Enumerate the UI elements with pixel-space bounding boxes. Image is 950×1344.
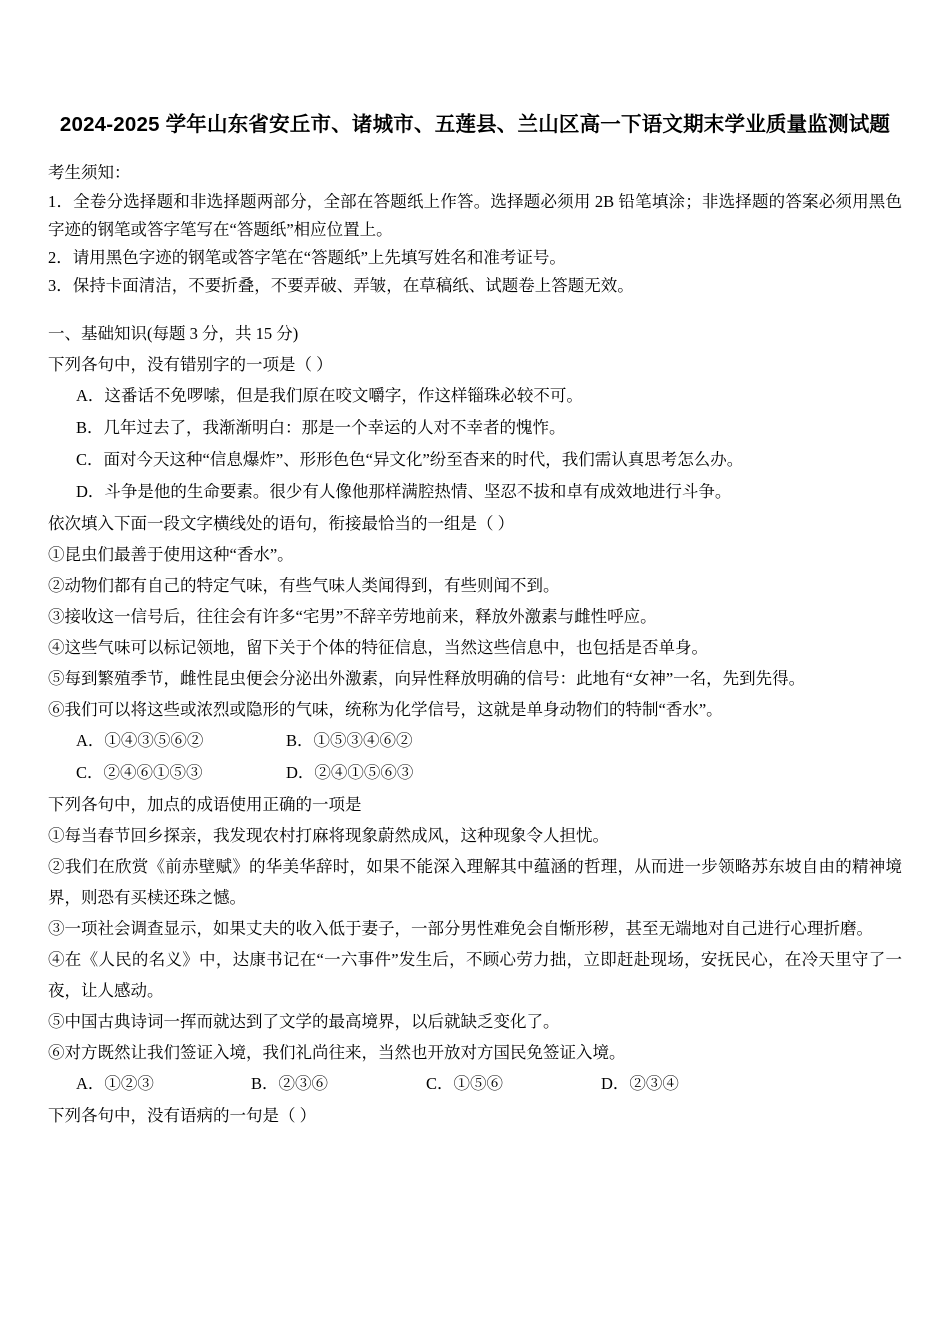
question-2-item: ②动物们都有自己的特定气味，有些气味人类闻得到，有些则闻不到。 [48, 576, 560, 595]
notice-item: 3．保持卡面清洁，不要折叠，不要弄破、弄皱，在草稿纸、试题卷上答题无效。 [48, 276, 634, 295]
question-2-item: ④这些气味可以标记领地，留下关于个体的特征信息，当然这些信息中，也包括是否单身。 [48, 638, 708, 657]
question-3-option-a: A．①②③ [76, 1074, 154, 1093]
question-3-option-c: C．①⑤⑥ [426, 1074, 504, 1093]
question-3-item: ⑤中国古典诗词一挥而就达到了文学的最高境界，以后就缺乏变化了。 [48, 1012, 560, 1031]
page-title: 2024-2025 学年山东省安丘市、诸城市、五莲县、兰山区高一下语文期末学业质量监测试题 [59, 113, 891, 136]
question-3-option-d: D．②③④ [601, 1074, 679, 1093]
notice-heading: 考生须知： [48, 163, 131, 182]
question-3-item: ③一项社会调查显示，如果丈夫的收入低于妻子，一部分男性难免会自惭形秽，甚至无端地对自己进行心理折磨。 [48, 919, 873, 938]
question-3-option-b: B．②③⑥ [251, 1074, 329, 1093]
question-1-option-d: D．斗争是他的生命要素。很少有人像他那样满腔热情、坚忍不拔和卓有成效地进行斗争。 [76, 482, 732, 501]
question-3-stem: 下列各句中，加点的成语使用正确的一项是 [48, 795, 362, 814]
notice-item: 1．全卷分选择题和非选择题两部分，全部在答题纸上作答。选择题必须用 2B 铅笔填涂；非选择题的答案必须用黑色字迹的钢笔或答字笔写在“答题纸”相应位置上。 [48, 192, 902, 239]
question-2-option-d: D．②④①⑤⑥③ [286, 763, 414, 782]
question-2-options-row-1 [48, 725, 902, 757]
question-1-option-c: C．面对今天这种“信息爆炸”、形形色色“异文化”纷至杳来的时代，我们需认真思考怎么办。 [76, 450, 744, 469]
question-2-item: ①昆虫们最善于使用这种“香水”。 [48, 545, 294, 564]
question-2-item: ⑤每到繁殖季节，雌性昆虫便会分泌出外激素，向异性释放明确的信号：此地有“女神”一名，先到先得。 [48, 669, 806, 688]
question-2-option-c: C．②④⑥①⑤③ [76, 763, 203, 782]
question-2-item: ③接收这一信号后，往往会有许多“宅男”不辞辛劳地前来，释放外激素与雌性呼应。 [48, 607, 657, 626]
question-2-options-row-2 [48, 757, 902, 789]
question-3-item: ②我们在欣赏《前赤壁赋》的华美华辞时，如果不能深入理解其中蕴涵的哲理，从而进一步领略苏东坡自由的精神境界，则恐有买椟还珠之憾。 [48, 857, 902, 907]
question-3-item: ④在《人民的名义》中，达康书记在“一六事件”发生后，不顾心劳力拙，立即赶赴现场，安抚民心，在冷天里守了一夜，让人感动。 [48, 950, 902, 1000]
question-1-option-b: B．几年过去了，我渐渐明白：那是一个幸运的人对不幸者的愧怍。 [76, 418, 566, 437]
question-2-option-b: B．①⑤③④⑥② [286, 731, 413, 750]
question-4-stem: 下列各句中，没有语病的一句是（ ） [48, 1106, 317, 1125]
question-2-stem: 依次填入下面一段文字横线处的语句，衔接最恰当的一组是（ ） [48, 514, 515, 533]
question-2-item: ⑥我们可以将这些或浓烈或隐形的气味，统称为化学信号，这就是单身动物们的特制“香水”。 [48, 700, 723, 719]
section-heading: 一、基础知识(每题 3 分，共 15 分) [48, 324, 299, 343]
notice-item: 2．请用黑色字迹的钢笔或答字笔在“答题纸”上先填写姓名和准考证号。 [48, 248, 566, 267]
question-2-option-a: A．①④③⑤⑥② [76, 731, 204, 750]
question-3-item: ⑥对方既然让我们签证入境，我们礼尚往来，当然也开放对方国民免签证入境。 [48, 1043, 626, 1062]
question-3-options [48, 1068, 902, 1100]
question-1-stem: 下列各句中，没有错别字的一项是（ ） [48, 355, 333, 374]
question-1-option-a: A．这番话不免啰嗦，但是我们原在咬文嚼字，作这样锱珠必较不可。 [76, 386, 583, 405]
question-3-item: ①每当春节回乡探亲，我发现农村打麻将现象蔚然成风，这种现象令人担忧。 [48, 826, 609, 845]
